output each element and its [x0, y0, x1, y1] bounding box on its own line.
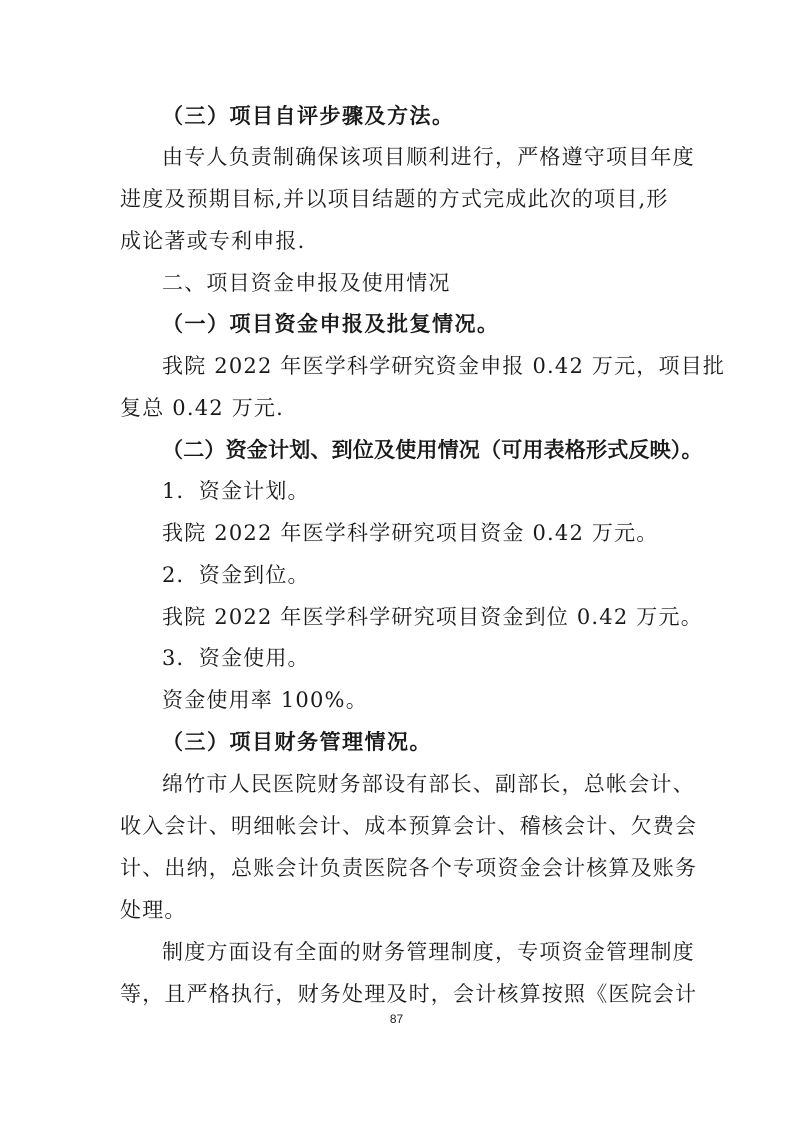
page-number: 87: [389, 1012, 404, 1026]
paragraph-line: 成论著或专利申报.: [120, 229, 306, 253]
paragraph-line: 制度方面设有全面的财务管理制度，专项资金管理制度: [162, 940, 695, 964]
heading-self-evaluation-steps: （三）项目自评步骤及方法。: [162, 104, 455, 128]
heading-funding-application: （一）项目资金申报及批复情况。: [162, 312, 500, 336]
paragraph-line: 我院 2022 年医学科学研究资金申报 0.42 万元，项目批: [162, 354, 726, 378]
paragraph-line: 复总 0.42 万元.: [120, 396, 284, 420]
paragraph-line: 计、出纳，总账会计负责医院各个专项资金会计核算及账务: [120, 856, 698, 880]
paragraph-line: 我院 2022 年医学科学研究项目资金 0.42 万元。: [162, 521, 659, 545]
paragraph-line: 等，且严格执行，财务处理及时，会计核算按照《医院会计: [120, 982, 698, 1006]
paragraph-line: 由专人负责制确保该项目顺利进行，严格遵守项目年度: [162, 145, 695, 169]
list-item-heading: 1．资金计划。: [162, 479, 310, 503]
section-heading-funding: 二、项目资金申报及使用情况: [162, 271, 451, 295]
paragraph-line: 绵竹市人民医院财务部设有部长、副部长，总帐会计、: [162, 772, 695, 796]
heading-financial-management: （三）项目财务管理情况。: [162, 730, 432, 754]
list-item-heading: 3．资金使用。: [162, 646, 310, 670]
heading-funding-plan: （二）资金计划、到位及使用情况（可用表格形式反映）。: [162, 438, 703, 462]
paragraph-line: 收入会计、明细帐会计、成本预算会计、稽核会计、欠费会: [120, 814, 698, 838]
paragraph-line: 资金使用率 100%。: [162, 688, 368, 712]
paragraph-line: 我院 2022 年医学科学研究项目资金到位 0.42 万元。: [162, 605, 703, 629]
paragraph-line: 进度及预期目标,并以项目结题的方式完成此次的项目,形: [120, 187, 669, 211]
list-item-heading: 2．资金到位。: [162, 563, 310, 587]
paragraph-line: 处理。: [120, 898, 187, 922]
